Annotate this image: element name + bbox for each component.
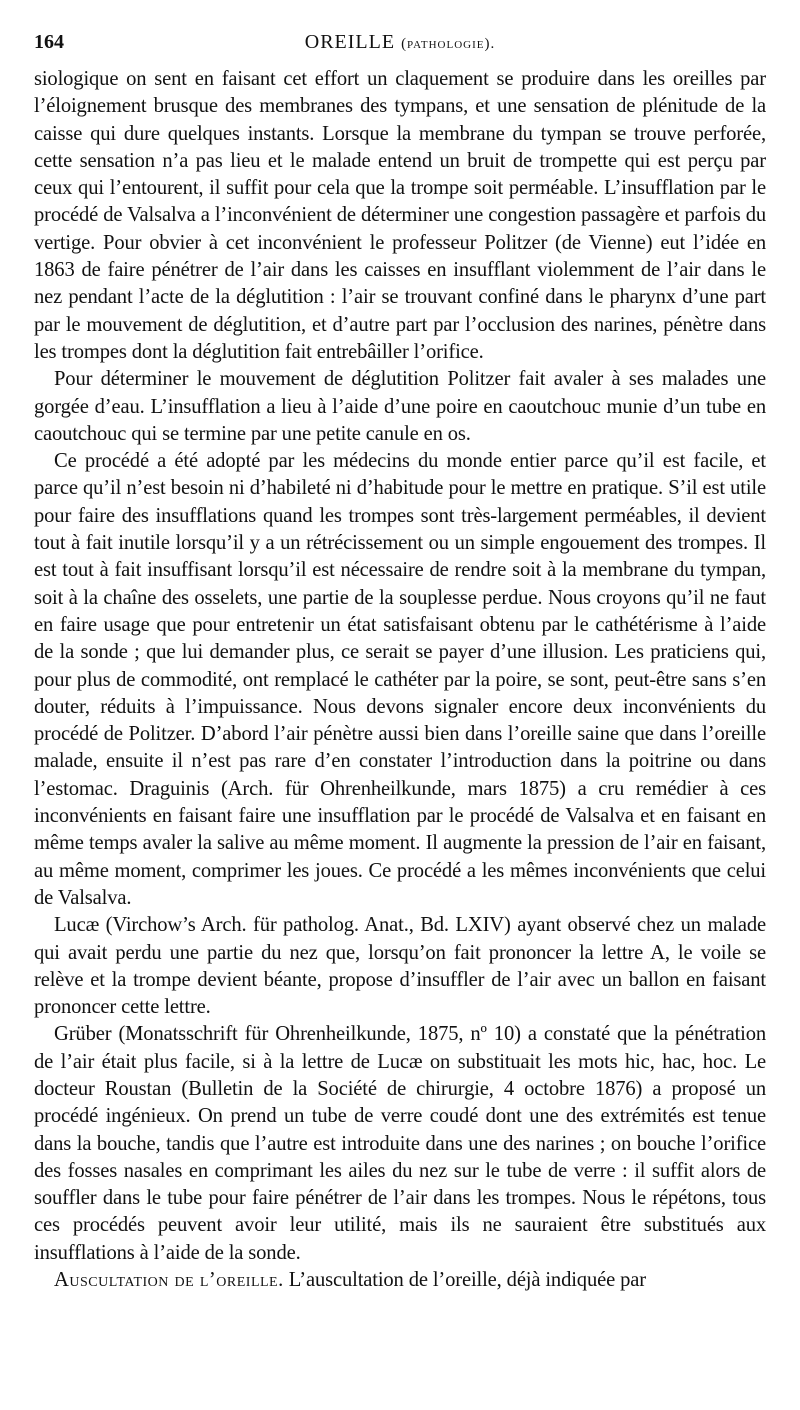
running-title xyxy=(34,30,766,56)
paragraph-6 xyxy=(34,1267,766,1294)
page-number: 164 xyxy=(34,31,64,53)
body-text xyxy=(34,66,766,1294)
paragraph-4: Lucæ (Virchow’s Arch. für patholog. Anat., Bd. LXIV) ayant observé chez un malade qui avait perdu une partie du nez que, lorsqu’on fait prononcer la lettre A, le voile se relève et la trompe devient béante, propose d’insuffler de l’air avec un ballon en faisant prononcer cette lettre. xyxy=(34,914,766,1019)
chapter-title: OREILLE xyxy=(304,31,396,53)
paragraph-2: Pour déterminer le mouvement de déglutition Politzer fait avaler à ses malades une gorgée d’eau. L’insufflation a lieu à l’aide d’une poire en caoutchouc munie d’un tube en caoutchouc qui se termine par une petite canule en os. xyxy=(34,368,766,445)
book-page xyxy=(34,30,766,1294)
paragraph-1: siologique on sent en faisant cet effort un claquement se produire dans les oreilles par l’éloignement brusque des membranes des tympans, et une sensation de plénitude de la caisse qui dure quelques instants. Lorsque la membrane du tympan se trouve perforée, cette sensation n’a pas lieu et le malade entend un bruit de trompette qui est perçu par ceux qui l’entourent, il suffit pour cela que la trompe soit perméable. L’insufflation par le procédé de Valsalva a l’inconvénient de déterminer une congestion passagère et parfois du vertige. Pour obvier à cet inconvénient le professeur Politzer (de Vienne) eut l’idée en 1863 de faire pénétrer de l’air dans les caisses en insufflant violemment de l’air dans le nez pendant l’acte de la déglutition : l’air se trouvant confiné dans le pharynx d’une part par le mouvement de déglutition, et d’autre part par l’occlusion des narines, pénètre dans les trompes dont la déglutition fait entrebâiller l’orifice. xyxy=(34,68,766,363)
paragraph-3: Ce procédé a été adopté par les médecins du monde entier parce qu’il est facile, et parce qu’il n’est besoin ni d’habileté ni d’habitude pour le mettre en pratique. S’il est utile pour faire des insufflations quand les trompes sont très-largement perméables, il devient tout à fait inutile lorsqu’il y a un rétrécissement ou un simple engouement des trompes. Il est tout à fait insuffisant lorsqu’il est nécessaire de rendre soit à la membrane du tympan, soit à la chaîne des osselets, une partie de la souplesse perdue. Nous croyons qu’il ne faut en faire usage que pour entretenir un état satisfaisant obtenu par le cathétérisme à l’aide de la sonde ; que lui demander plus, ce serait se payer d’une illusion. Les praticiens qui, pour plus de commodité, ont remplacé le cathéter par la poire, se sont, peut-être sans s’en douter, réduits à l’impuissance. Nous devons signaler encore deux inconvénients du procédé de Politzer. D’abord l’air pénètre aussi bien dans l’oreille saine que dans l’oreille malade, ensuite il n’est pas rare d’en constater l’introduction dans la poitrine ou dans l’estomac. Draguinis (Arch. für Ohrenheilkunde, mars 1875) a cru remédier à ces inconvénients en faisant faire une insufflation par le procédé de Valsalva et en faisant en même temps avaler la salive au même moment. Il augmente la pression de l’air en faisant, au même moment, comprimer les joues. Ce procédé a les mêmes inconvénients que celui de Valsalva. xyxy=(34,450,766,909)
running-head xyxy=(34,30,766,54)
section-text: L’auscultation de l’oreille, déjà indiquée par xyxy=(283,1269,646,1292)
paragraph-5: Grüber (Monatsschrift für Ohrenheilkunde, 1875, nº 10) a constaté que la pénétration de l’air était plus facile, si à la lettre de Lucæ on substituait les mots hic, hac, hoc. Le docteur Roustan (Bulletin de la Société de chirurgie, 4 octobre 1876) a proposé un procédé ingénieux. On prend un tube de verre coudé dont une des extrémités est tenue dans la bouche, tandis que l’autre est introduite dans une des narines ; on bouche l’orifice des fosses nasales en comprimant les ailes du nez sur le tube de verre : il suffit alors de souffler dans le tube pour faire pénétrer de l’air dans les trompes. Nous le répétons, tous ces procédés peuvent avoir leur utilité, mais ils ne sauraient être substitués aux insufflations à l’aide de la sonde. xyxy=(34,1023,766,1264)
chapter-subtitle: (pathologie). xyxy=(401,36,496,52)
section-heading: Auscultation de l’oreille. xyxy=(54,1269,284,1292)
